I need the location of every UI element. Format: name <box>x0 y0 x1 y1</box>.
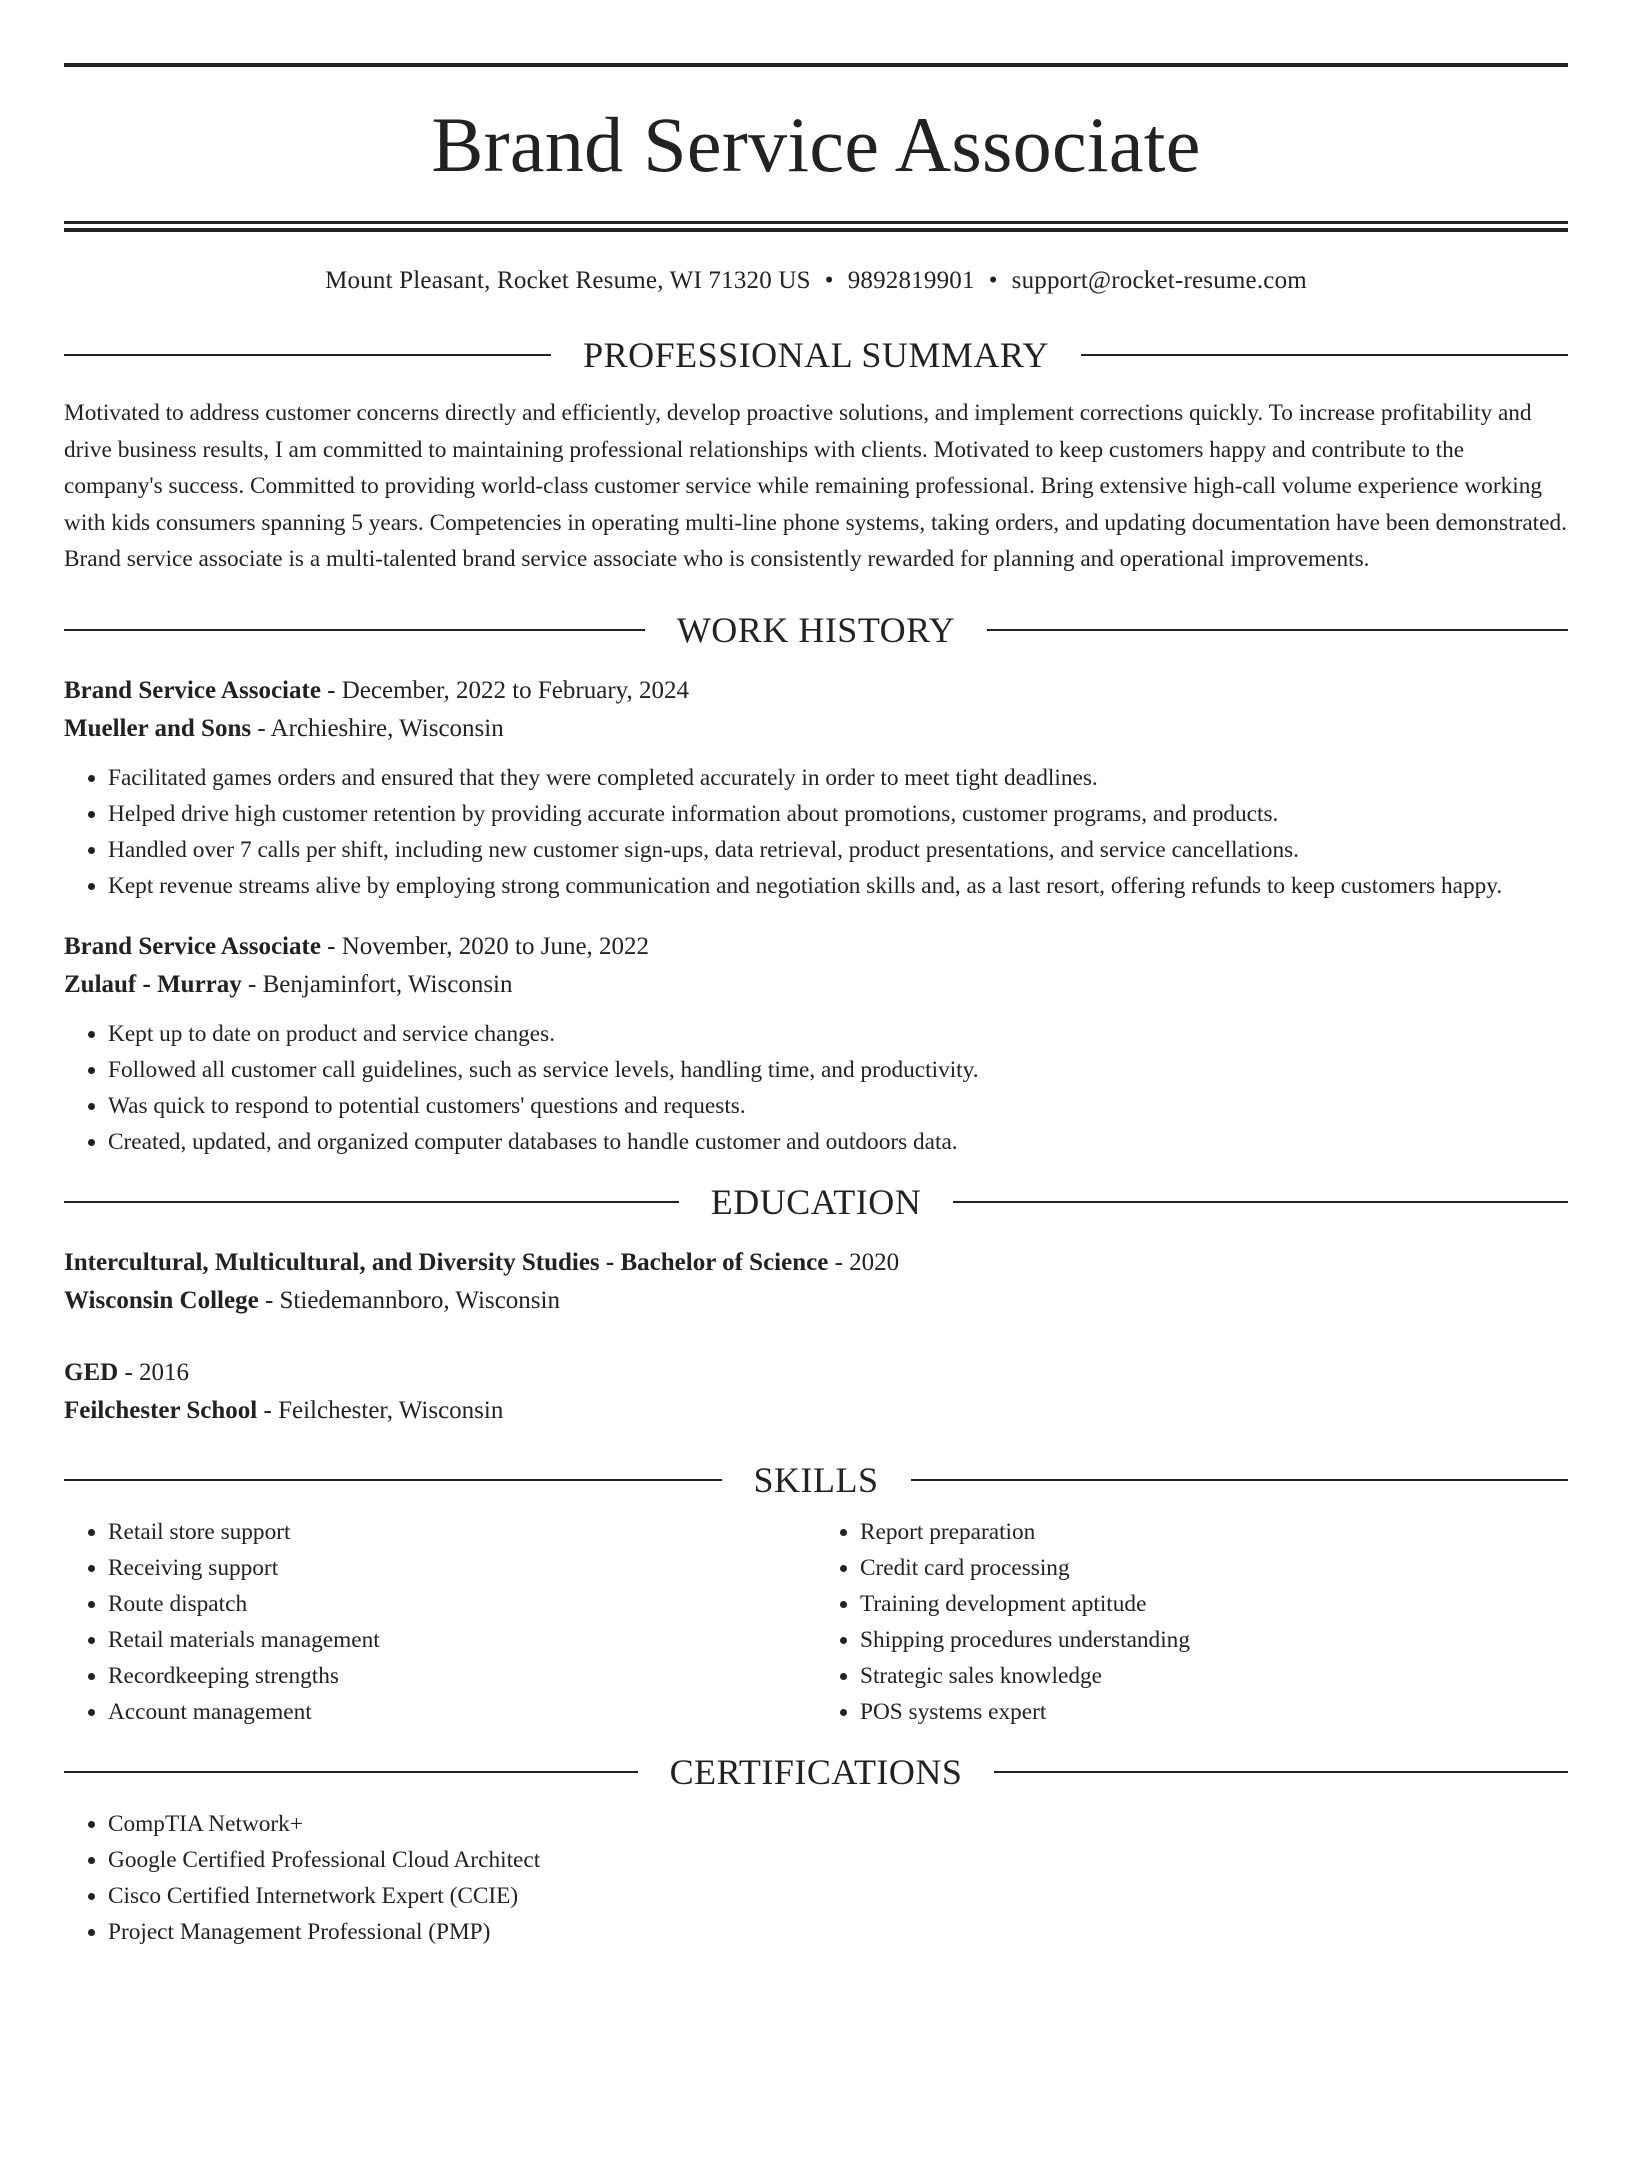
heading-rule-right <box>911 1479 1569 1481</box>
heading-rule-right <box>987 629 1568 631</box>
job-bullet: • Created, updated, and organized computer databases to handle customer and outdoors data. <box>108 1124 1568 1160</box>
job-company-line <box>64 710 1568 748</box>
section-heading-skills <box>64 1460 1568 1500</box>
resume-title: Brand Service Associate <box>431 101 1201 188</box>
job-title-line <box>64 928 1568 966</box>
job-location: - Archieshire, Wisconsin <box>251 714 504 742</box>
job-entry <box>64 672 1568 904</box>
job-bullet: • Was quick to respond to potential customers' questions and requests. <box>108 1088 1568 1124</box>
skill-item: • Recordkeeping strengths <box>108 1658 816 1694</box>
contact-separator: • <box>824 267 834 294</box>
summary-text: Motivated to address customer concerns directly and efficiently, develop proactive solutions, and implement corrections quickly. To increase profitability and drive business results, I am committed to maintaining professional relationships with clients. Motivated to keep customers happy and contribute to the company's success. Committed to providing world-class customer service while remaining professional. Bring extensive high-call volume experience working with kids consumers spanning 5 years. Competencies in operating multi-line phone systems, taking orders, and updating documentation have been demonstrated. Brand service associate is a multi-talented brand service associate who is consistently rewarded for planning and operational improvements. <box>64 400 1567 572</box>
section-title: PROFESSIONAL SUMMARY <box>583 335 1049 375</box>
education-school-line <box>64 1392 1568 1430</box>
job-bullet-list <box>64 760 1568 904</box>
section-heading-education <box>64 1182 1568 1222</box>
section-title: SKILLS <box>753 1459 879 1500</box>
contact-phone: 9892819901 <box>847 267 975 294</box>
education-school: Feilchester School <box>64 1396 258 1424</box>
resume-page <box>0 63 1632 2175</box>
heading-rule-left <box>64 1771 638 1773</box>
job-entry <box>64 928 1568 1160</box>
skills-list-right <box>816 1514 1568 1730</box>
skill-item: • POS systems expert <box>860 1694 1568 1730</box>
section-heading-certifications <box>64 1752 1568 1792</box>
job-title: Brand Service Associate <box>64 676 321 704</box>
heading-rule-left <box>64 1201 679 1203</box>
section-heading-summary <box>64 335 1568 375</box>
skill-item: • Retail store support <box>108 1514 816 1550</box>
education-year: - 2016 <box>118 1358 190 1386</box>
job-bullet-list <box>64 1016 1568 1160</box>
skill-item: • Receiving support <box>108 1550 816 1586</box>
title-double-rule <box>64 221 1568 232</box>
skill-item: • Retail materials management <box>108 1622 816 1658</box>
heading-rule-left <box>64 354 551 356</box>
education-entry <box>64 1244 1568 1320</box>
job-title: Brand Service Associate <box>64 932 321 960</box>
certification-item: • CompTIA Network+ <box>108 1806 1568 1842</box>
section-heading-work-history <box>64 610 1568 650</box>
certification-item: • Project Management Professional (PMP) <box>108 1914 1568 1950</box>
job-company: Zulauf - Murray <box>64 970 242 998</box>
education-degree: GED <box>64 1358 119 1386</box>
contact-address: Mount Pleasant, Rocket Resume, WI 71320 US <box>325 267 811 294</box>
job-title-line <box>64 672 1568 710</box>
job-company: Mueller and Sons <box>64 714 252 742</box>
contact-email: support@rocket-resume.com <box>1011 267 1307 294</box>
education-degree-line <box>64 1354 1568 1392</box>
job-bullet: • Followed all customer call guidelines, such as service levels, handling time, and productivity. <box>108 1052 1568 1088</box>
job-bullet: • Helped drive high customer retention by providing accurate information about promotions, customer programs, and products. <box>108 796 1568 832</box>
education-year: - 2020 <box>828 1248 900 1276</box>
skill-item: • Strategic sales knowledge <box>860 1658 1568 1694</box>
job-dates: - December, 2022 to February, 2024 <box>320 676 690 704</box>
section-title: CERTIFICATIONS <box>669 1751 963 1792</box>
job-bullet: • Facilitated games orders and ensured that they were completed accurately in order to meet tight deadlines. <box>108 760 1568 796</box>
job-bullet: • Kept up to date on product and service changes. <box>108 1016 1568 1052</box>
skill-item: • Shipping procedures understanding <box>860 1622 1568 1658</box>
heading-rule-right <box>994 1771 1568 1773</box>
job-company-line <box>64 966 1568 1004</box>
heading-rule-right <box>953 1201 1568 1203</box>
top-rule <box>64 63 1568 67</box>
heading-rule-left <box>64 629 645 631</box>
certification-item: • Google Certified Professional Cloud Architect <box>108 1842 1568 1878</box>
section-title: WORK HISTORY <box>676 609 956 650</box>
job-location: - Benjaminfort, Wisconsin <box>241 970 513 998</box>
contact-separator: • <box>988 267 998 294</box>
education-degree-line <box>64 1244 1568 1282</box>
job-dates: - November, 2020 to June, 2022 <box>320 932 650 960</box>
education-location: - Stiedemannboro, Wisconsin <box>258 1286 560 1314</box>
contact-line <box>64 265 1568 297</box>
job-bullet: • Handled over 7 calls per shift, including new customer sign-ups, data retrieval, product presentations, and service cancellations. <box>108 832 1568 868</box>
skills-columns <box>64 1514 1568 1730</box>
skill-item: • Credit card processing <box>860 1550 1568 1586</box>
section-title: EDUCATION <box>710 1181 922 1222</box>
skill-item: • Report preparation <box>860 1514 1568 1550</box>
education-school-line <box>64 1282 1568 1320</box>
heading-rule-left <box>64 1479 722 1481</box>
certification-item: • Cisco Certified Internetwork Expert (CCIE) <box>108 1878 1568 1914</box>
job-bullet: • Kept revenue streams alive by employing strong communication and negotiation skills and, as a last resort, offering refunds to keep customers happy. <box>108 868 1568 904</box>
education-school: Wisconsin College <box>64 1286 259 1314</box>
education-entry <box>64 1354 1568 1430</box>
skills-list-left <box>64 1514 816 1730</box>
skill-item: • Account management <box>108 1694 816 1730</box>
certifications-block <box>64 1806 1568 1950</box>
certifications-list <box>64 1806 1568 1950</box>
skill-item: • Training development aptitude <box>860 1586 1568 1622</box>
skill-item: • Route dispatch <box>108 1586 816 1622</box>
education-location: - Feilchester, Wisconsin <box>257 1396 504 1424</box>
education-degree: Intercultural, Multicultural, and Diversity Studies - Bachelor of Science <box>64 1248 829 1276</box>
heading-rule-right <box>1081 354 1568 356</box>
